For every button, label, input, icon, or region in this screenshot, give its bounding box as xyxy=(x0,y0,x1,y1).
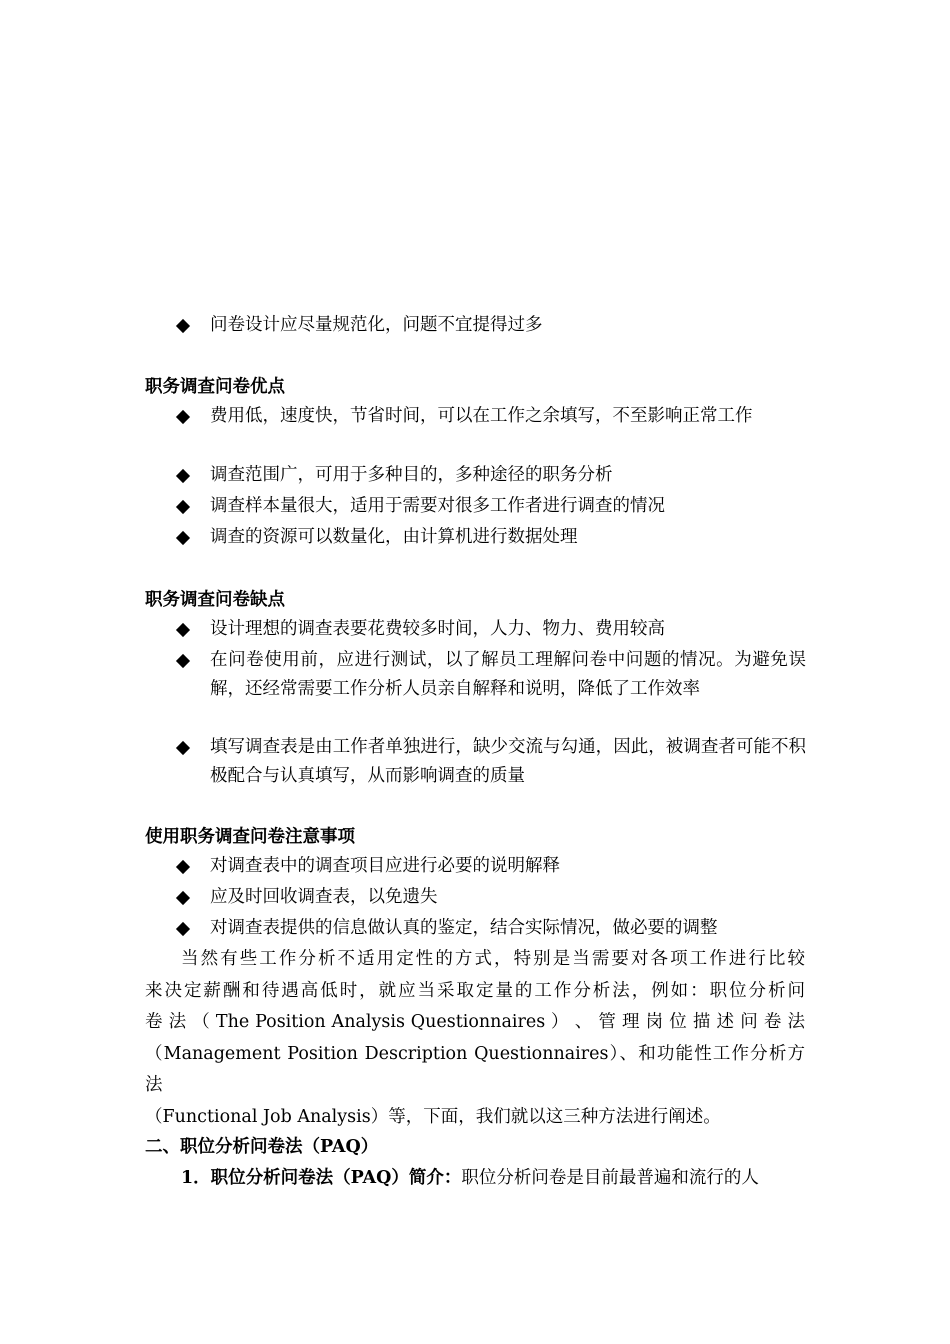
bullet-text: 对调查表中的调查项目应进行必要的说明解释 xyxy=(210,856,560,876)
section-heading-notes: 使用职务调查问卷注意事项 xyxy=(145,827,355,847)
bullet-item xyxy=(176,615,806,644)
paragraph-line: （Management Position Description Questionnaires）、和功能性工作分析方法 xyxy=(145,1043,805,1095)
subsection-text: 职位分析问卷是目前最普遍和流行的人 xyxy=(461,1168,759,1188)
diamond-bullet-icon xyxy=(176,410,190,424)
diamond-bullet-icon xyxy=(176,469,190,483)
bullet-item xyxy=(176,733,806,791)
diamond-bullet-icon xyxy=(176,891,190,905)
section-heading-disadvantages: 职务调查问卷缺点 xyxy=(145,590,285,610)
bullet-item xyxy=(176,492,806,521)
bullet-text: 应及时回收调查表，以免遗失 xyxy=(210,887,438,907)
bullet-text: 问卷设计应尽量规范化，问题不宜提得过多 xyxy=(210,315,543,335)
subsection-label: 1．职位分析问卷法（PAQ）简介： xyxy=(181,1168,462,1188)
diamond-bullet-icon xyxy=(176,922,190,936)
diamond-bullet-icon xyxy=(176,860,190,874)
bullet-text: 对调查表提供的信息做认真的鉴定，结合实际情况，做必要的调整 xyxy=(210,918,718,938)
bullet-item xyxy=(176,523,806,552)
paragraph-line: 当然有些工作分析不适用定性的方式，特别是当需要对各项工作进行比较 xyxy=(181,949,805,969)
bullet-text: 设计理想的调查表要花费较多时间，人力、物力、费用较高 xyxy=(210,619,665,639)
diamond-bullet-icon xyxy=(176,500,190,514)
diamond-bullet-icon xyxy=(176,623,190,637)
bullet-text: 费用低，速度快，节省时间，可以在工作之余填写，不至影响正常工作 xyxy=(210,406,753,426)
subsection-intro xyxy=(181,1164,805,1193)
bullet-item xyxy=(176,311,806,340)
diamond-bullet-icon xyxy=(176,319,190,333)
bullet-text: 调查范围广，可用于多种目的，多种途径的职务分析 xyxy=(210,465,613,485)
body-paragraph xyxy=(145,944,805,1133)
bullet-item xyxy=(176,461,806,490)
paragraph-line: 来决定薪酬和待遇高低时，就应当采取定量的工作分析法，例如：职位分析问 xyxy=(145,980,805,1001)
bullet-item xyxy=(176,646,806,704)
diamond-bullet-icon xyxy=(176,531,190,545)
section-heading-advantages: 职务调查问卷优点 xyxy=(145,377,285,397)
bullet-item xyxy=(176,852,806,881)
bullet-item xyxy=(176,402,806,431)
bullet-item xyxy=(176,914,806,943)
diamond-bullet-icon xyxy=(176,741,190,755)
paragraph-line: 卷 法 （ The Position Analysis Questionnaires ） 、 管 理 岗 位 描 述 问 卷 法 xyxy=(145,1012,805,1032)
section-heading-paq: 二、职位分析问卷法（PAQ） xyxy=(145,1137,379,1157)
diamond-bullet-icon xyxy=(176,654,190,668)
paragraph-line: （Functional Job Analysis）等，下面，我们就以这三种方法进行阐述。 xyxy=(145,1106,721,1127)
bullet-text: 填写调查表是由工作者单独进行，缺少交流与勾通，因此，被调查者可能不积极配合与认真填写，从而影响调查的质量 xyxy=(210,737,806,786)
bullet-text: 调查样本量很大，适用于需要对很多工作者进行调查的情况 xyxy=(210,496,665,516)
bullet-text: 调查的资源可以数量化，由计算机进行数据处理 xyxy=(210,527,578,547)
bullet-text: 在问卷使用前，应进行测试，以了解员工理解问卷中问题的情况。为避免误解，还经常需要工作分析人员亲自解释和说明，降低了工作效率 xyxy=(210,650,806,699)
bullet-item xyxy=(176,883,806,912)
